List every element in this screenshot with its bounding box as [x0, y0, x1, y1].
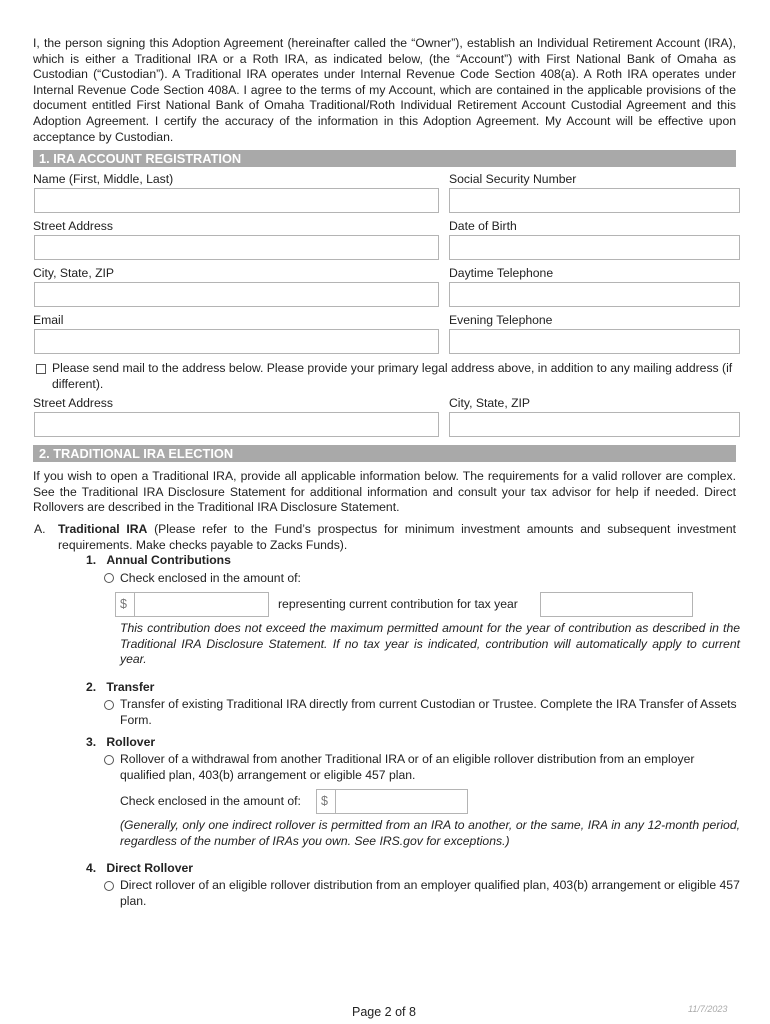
item-2-title: 2. Transfer — [86, 680, 155, 694]
street-field[interactable] — [34, 235, 439, 260]
item-3-note: (Generally, only one indirect rollover is permitted from an IRA to another, or the same, IRA in any 12-month period, regardless of the number of IRAs you own. See IRS.gov for exceptions.) — [120, 818, 740, 848]
direct-rollover-label: Direct rollover of an eligible rollover distribution from an employer qualified plan, 403(b) arrangement or eligible 457 plan. — [120, 878, 740, 908]
transfer-radio[interactable] — [104, 700, 114, 710]
rollover-amount-field[interactable] — [316, 789, 468, 814]
rollover-amount-divider — [335, 790, 336, 813]
page-number: Page 2 of 8 — [352, 1005, 416, 1019]
dollar-sign-1: $ — [120, 597, 127, 611]
name-field[interactable] — [34, 188, 439, 213]
mail-address-checkbox[interactable] — [36, 364, 46, 374]
day-phone-field[interactable] — [449, 282, 740, 307]
eve-phone-label: Evening Telephone — [449, 313, 553, 327]
annual-contribution-label: Check enclosed in the amount of: — [120, 571, 301, 585]
city-label: City, State, ZIP — [33, 266, 115, 280]
ssn-field[interactable] — [449, 188, 740, 213]
contribution-amount-field[interactable] — [115, 592, 269, 617]
email-field[interactable] — [34, 329, 439, 354]
contribution-amount-divider — [134, 593, 135, 616]
direct-rollover-radio[interactable] — [104, 881, 114, 891]
item-1-title: 1. Annual Contributions — [86, 553, 231, 567]
section-2-intro: If you wish to open a Traditional IRA, provide all applicable information below. The requirements for a valid rollover are complex. See the Traditional IRA Disclosure Statement for additional information and consult your tax advisor for help if needed. Direct Rollovers are described in the Traditional IRA Disclosure Statement. — [33, 469, 736, 515]
eve-phone-field[interactable] — [449, 329, 740, 354]
item-3-title: 3. Rollover — [86, 735, 156, 749]
dob-label: Date of Birth — [449, 219, 517, 233]
section-2-header: 2. TRADITIONAL IRA ELECTION — [33, 445, 736, 462]
transfer-label: Transfer of existing Traditional IRA directly from current Custodian or Trustee. Complete the IRA Transfer of Assets Form. — [120, 697, 737, 727]
annual-contribution-radio[interactable] — [104, 573, 114, 583]
mail-city-label: City, State, ZIP — [449, 396, 531, 410]
intro-paragraph: I, the person signing this Adoption Agreement (hereinafter called the “Owner”), establish an Individual Retirement Account (IRA), which is either a Traditional IRA or a Roth IRA, as indicated below, (the “Account”) with First National Bank of Omaha as Custodian (“Custodian”). A Traditional IRA operates under Internal Revenue Code Section 408(a). A Roth IRA operates under Internal Revenue Code Section 408A. I agree to the terms of my Account, which are contained in the applicable provisions of the document entitled First National Bank of Omaha Traditional/Roth Individual Retirement Account Custodial Agreement and this Adoption Agreement. I certify the accuracy of the information in this Adoption Agreement. My Account will be effective upon acceptance by Custodian. — [33, 36, 736, 144]
item-1-note: This contribution does not exceed the maximum permitted amount for the year of contribution as described in the Traditional IRA Disclosure Statement. If no tax year is indicated, contribution will automatically apply to current year. — [120, 621, 740, 667]
street-label: Street Address — [33, 219, 113, 233]
mail-city-field[interactable] — [449, 412, 740, 437]
rollover-label: Rollover of a withdrawal from another Traditional IRA or of an eligible rollover distribution from an employer qualified plan, 403(b) arrangement or eligible 457 plan. — [120, 752, 695, 782]
item-a-letter: A. — [34, 522, 46, 536]
mail-address-text: Please send mail to the address below. Please provide your primary legal address above, in addition to any mailing address (if different). — [52, 361, 733, 391]
footer-date: 11/7/2023 — [688, 1004, 728, 1014]
city-field[interactable] — [34, 282, 439, 307]
item-a-title: Traditional IRA — [58, 522, 148, 536]
name-label: Name (First, Middle, Last) — [33, 172, 174, 186]
tax-year-field[interactable] — [540, 592, 693, 617]
mail-street-field[interactable] — [34, 412, 439, 437]
day-phone-label: Daytime Telephone — [449, 266, 554, 280]
rollover-radio[interactable] — [104, 755, 114, 765]
item-4-title: 4. Direct Rollover — [86, 861, 194, 875]
item-a-text — [58, 522, 736, 553]
mail-street-label: Street Address — [33, 396, 113, 410]
ssn-label: Social Security Number — [449, 172, 577, 186]
section-1-header: 1. IRA ACCOUNT REGISTRATION — [33, 150, 736, 167]
email-label: Email — [33, 313, 64, 327]
dob-field[interactable] — [449, 235, 740, 260]
rollover-check-text: Check enclosed in the amount of: — [120, 794, 301, 808]
tax-year-text: representing current contribution for tax year — [278, 597, 518, 611]
dollar-sign-2: $ — [321, 794, 328, 808]
item-a-description: (Please refer to the Fund’s prospectus for minimum investment amounts and subsequent investment requirements. Make checks payable to Zacks Funds). — [58, 522, 736, 552]
